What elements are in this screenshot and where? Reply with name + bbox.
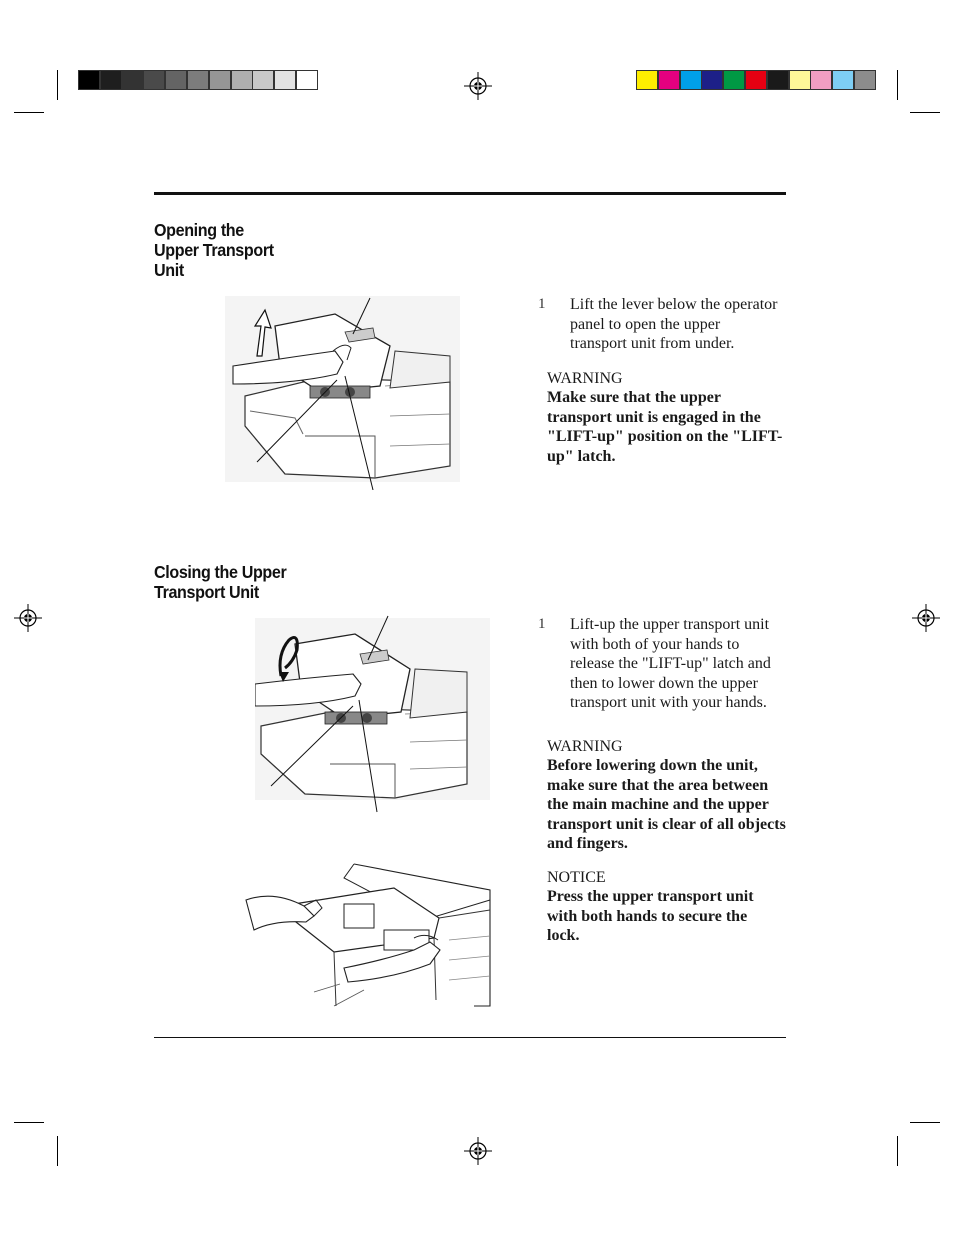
calibration-swatch [723, 70, 745, 90]
crop-mark [910, 1122, 940, 1123]
calibration-swatch [745, 70, 767, 90]
calibration-swatch [187, 70, 209, 90]
closing-warning-text: Before lowering down the unit, make sure that the area between the main machine and the upper transport unit is clear of all objects and fingers. [547, 757, 786, 853]
crop-mark [910, 112, 940, 113]
calibration-swatch [767, 70, 789, 90]
crop-mark [57, 70, 58, 100]
calibration-swatch [854, 70, 876, 90]
closing-step-text: Lift-up the upper transport unit with both of your hands to release the "LIFT-up" latch and then to lower down the upper transport unit with your hands. [570, 616, 771, 712]
calibration-swatch [832, 70, 854, 90]
scanner-opening-illustration-icon [225, 296, 460, 490]
crop-mark [14, 112, 44, 113]
registration-mark-icon [912, 604, 940, 632]
registration-mark-icon [464, 72, 492, 100]
calibration-swatch [209, 70, 231, 90]
calibration-swatch [143, 70, 165, 90]
calibration-swatch [231, 70, 253, 90]
scanner-pressing-illustration-icon [244, 860, 492, 1008]
crop-mark [14, 1122, 44, 1123]
crop-mark [897, 1136, 898, 1166]
opening-section-heading: Opening the Upper Transport Unit [154, 220, 274, 280]
opening-warning-title: WARNING [547, 370, 623, 387]
closing-notice-text: Press the upper transport unit with both hands to secure the lock. [547, 888, 754, 945]
top-rule [154, 192, 786, 195]
closing-section-heading: Closing the Upper Transport Unit [154, 562, 287, 602]
calibration-swatch [680, 70, 702, 90]
opening-step-number: 1 [538, 296, 546, 312]
registration-mark-icon [14, 604, 42, 632]
opening-warning-text: Make sure that the upper transport unit is engaged in the "LIFT-up" position on the "LIFT- up" latch. [547, 389, 783, 465]
bottom-rule [154, 1037, 786, 1038]
calibration-swatch [165, 70, 187, 90]
closing-step-number: 1 [538, 616, 546, 632]
calibration-swatch [100, 70, 122, 90]
calibration-swatch [810, 70, 832, 90]
registration-mark-icon [464, 1137, 492, 1165]
crop-mark [897, 70, 898, 100]
calibration-swatch [636, 70, 658, 90]
opening-step-text: Lift the lever below the operator panel to open the upper transport unit from under. [570, 296, 778, 353]
calibration-swatch [252, 70, 274, 90]
closing-notice-title: NOTICE [547, 869, 606, 886]
closing-warning-title: WARNING [547, 738, 623, 755]
scanner-closing-illustration-icon [255, 614, 490, 814]
calibration-swatch [122, 70, 144, 90]
calibration-swatch [658, 70, 680, 90]
calibration-swatch [789, 70, 811, 90]
calibration-swatch [296, 70, 318, 90]
calibration-swatch [701, 70, 723, 90]
calibration-swatch [274, 70, 296, 90]
calibration-swatch [78, 70, 100, 90]
crop-mark [57, 1136, 58, 1166]
